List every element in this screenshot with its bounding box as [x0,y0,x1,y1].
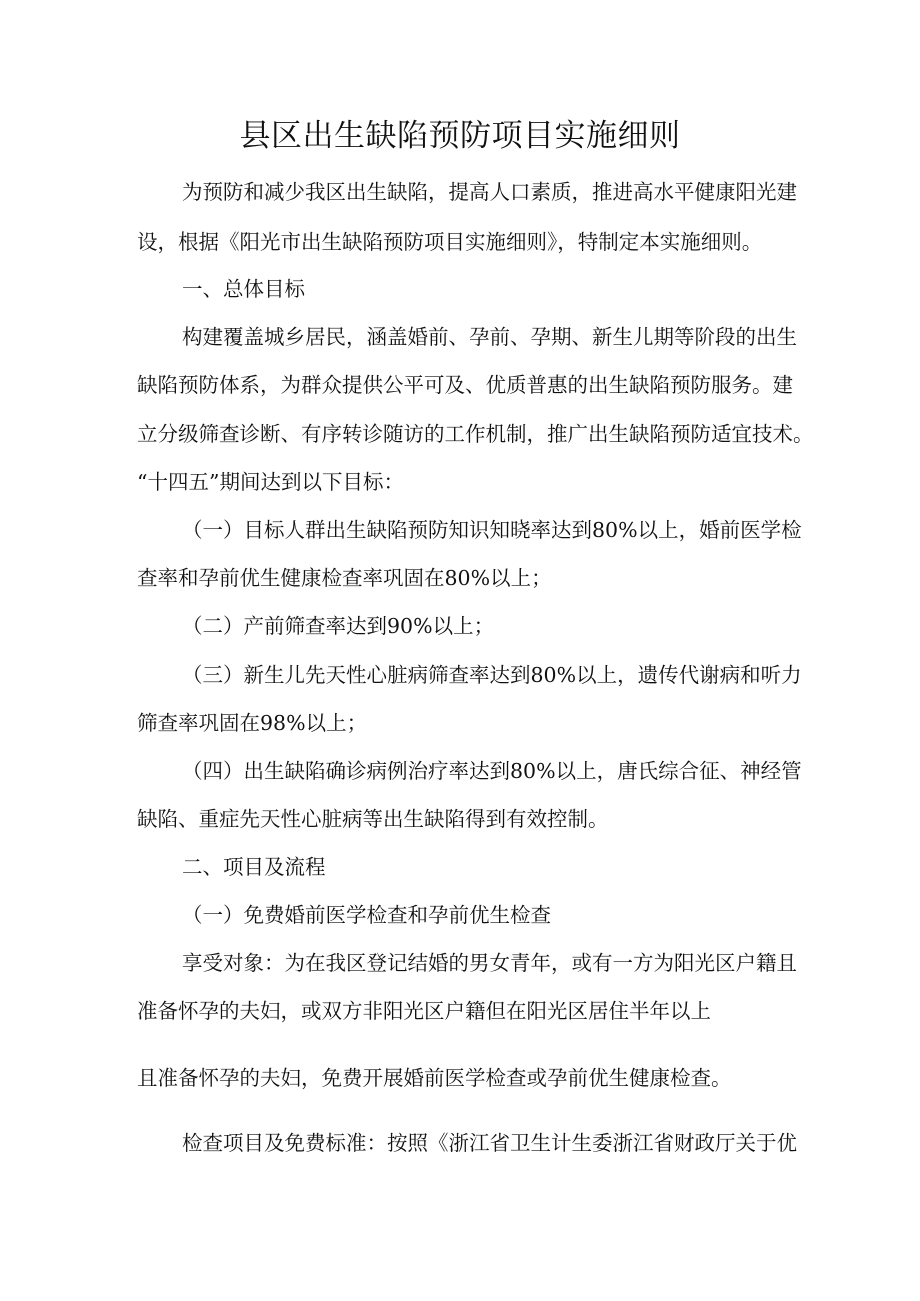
paragraph-line: 检查项目及免费标准：按照《浙江省卫生计生委浙江省财政厅关于优 [182,1131,797,1155]
list-item-line: （三）新生儿先天性心脏病筛查率达到80%以上，遗传代谢病和听力 [182,663,802,687]
subsection-heading: （一）免费婚前医学检查和孕前优生检查 [182,903,551,927]
list-item-line: 查率和孕前优生健康检查率巩固在80%以上； [137,566,552,590]
paragraph-line: 设，根据《阳光市出生缺陷预防项目实施细则》，特制定本实施细则。 [137,230,763,254]
section-heading: 二、项目及流程 [182,855,326,879]
paragraph-line: 缺陷预防体系，为群众提供公平可及、优质普惠的出生缺陷预防服务。建 [137,373,793,397]
paragraph-line: 享受对象：为在我区登记结婚的男女青年，或有一方为阳光区户籍且 [182,951,797,975]
list-item-line: （二）产前筛查率达到90%以上； [182,614,495,638]
list-item-line: （四）出生缺陷确诊病例治疗率达到80%以上，唐氏综合征、神经管 [182,759,802,783]
paragraph-line: “十四五”期间达到以下目标： [137,470,404,494]
paragraph-line: 准备怀孕的夫妇，或双方非阳光区户籍但在阳光区居住半年以上 [137,999,711,1023]
paragraph-line: 构建覆盖城乡居民，涵盖婚前、孕前、孕期、新生儿期等阶段的出生 [182,325,797,349]
list-item-line: 缺陷、重症先天性心脏病等出生缺陷得到有效控制。 [137,807,609,831]
list-item-line: 筛查率巩固在98%以上； [137,711,368,735]
section-heading: 一、总体目标 [182,277,305,301]
list-item-line: （一）目标人群出生缺陷预防知识知晓率达到80%以上，婚前医学检 [182,518,802,542]
document-title: 县区出生缺陷预防项目实施细则 [239,118,681,154]
paragraph-line: 为预防和减少我区出生缺陷，提高人口素质，推进高水平健康阳光建 [182,180,797,204]
paragraph-line: 且准备怀孕的夫妇，免费开展婚前医学检查或孕前优生健康检查。 [137,1066,732,1090]
paragraph-line: 立分级筛查诊断、有序转诊随访的工作机制，推广出生缺陷预防适宜技术。 [137,422,814,446]
